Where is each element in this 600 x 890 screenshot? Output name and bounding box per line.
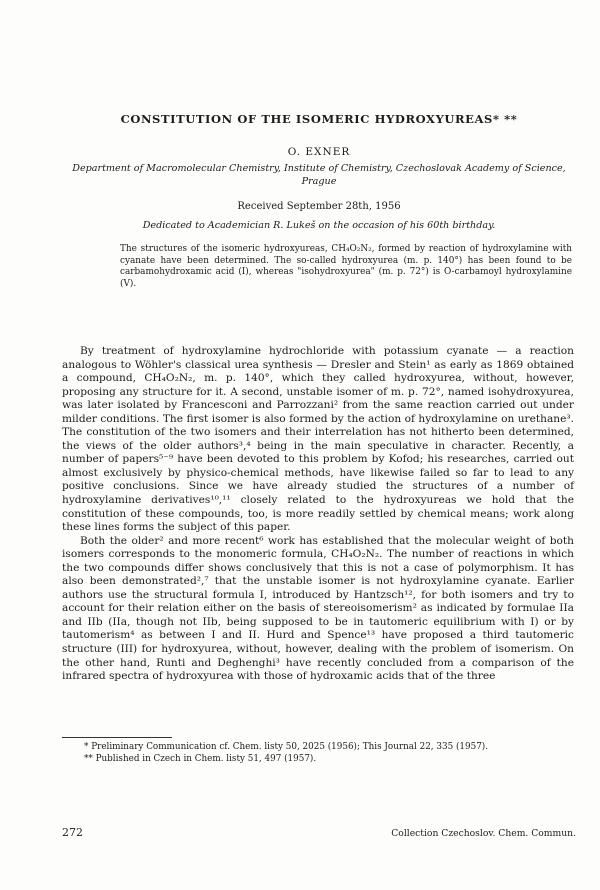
author-affiliation: Department of Macromolecular Chemistry, Institute of Chemistry, Czechoslovak Academy of Science, Prague [72, 163, 566, 187]
dedication: Dedicated to Academician R. Lukeš on the occasion of his 60th birthday. [142, 220, 496, 231]
footnote-separator [62, 737, 172, 738]
article-body [62, 345, 574, 684]
author-name: O. EXNER [287, 146, 351, 158]
journal-name: Collection Czechoslov. Chem. Commun. [391, 828, 576, 839]
received-date: Received September 28th, 1956 [237, 201, 401, 212]
abstract: The structures of the isomeric hydroxyureas, CH₄O₂N₂, formed by reaction of hydroxylamine with cyanate have been determined. The so-called hydroxyurea (m. p. 140°) has been found to be carbamohydroxamic acid (I), whereas "isohydroxyurea" (m. p. 72°) is O-carbamoyl hydroxylamine (V). [120, 244, 572, 289]
footnote: ** Published in Czech in Chem. listy 51, 497 (1957). [84, 753, 317, 764]
footnotes [84, 742, 564, 765]
footnote: * Preliminary Communication cf. Chem. listy 50, 2025 (1956); This Journal 22, 335 (1957). [84, 742, 489, 752]
page-number: 272 [62, 826, 83, 839]
body-paragraph: Both the older² and more recent⁶ work has established that the molecular weight of both isomers corresponds to the monomeric formula, CH₄O₂N₂. The number of reactions in which the two compounds differ shows conclusively that this is not a case of polymorphism. It has also been demonstrated²,⁷ that the unstable isomer is not hydroxylamine cyanate. Earlier authors use the structural formula I, introduced by Hantzsch¹², for both isomers and try to account for their relation either on the basis of stereoisomerism² as indicated by formulae IIa and IIb (IIa, though not IIb, being supposed to be in tautomeric equilibrium with I) or by tautomerism⁴ as between I and II. Hurd and Spence¹³ have proposed a third tautomeric structure (III) for hydroxyurea, without, however, dealing with the problem of isomerism. On the other hand, Runti and Deghenghi³ have recently concluded from a comparison of the infrared spectra of hydroxyurea with those of hydroxamic acids that of the three [62, 534, 574, 683]
body-paragraph: By treatment of hydroxylamine hydrochloride with potassium cyanate — a reaction analogous to Wöhler's classical urea synthesis — Dresler and Stein¹ as early as 1869 obtained a compound, CH₄O₂N₂, m. p. 140°, which they called hydroxyurea, without, however, proposing any structure for it. A second, unstable isomer of m. p. 72°, named isohydroxyurea, was later isolated by Francesconi and Parrozzani² from the same reaction carried out under milder conditions. The first isomer is also formed by the action of hydroxylamine on urethane³. The constitution of the two isomers and their interrelation has not hitherto been determined, the views of the older authors³,⁴ being in the main speculative in character. Recently, a number of papers⁵⁻⁹ have been devoted to this problem by Kofod; his researches, carried out almost exclusively by physico-chemical methods, have likewise failed so far to lead to any positive conclusions. Since we have already studied the structures of a number of hydroxylamine derivatives¹⁰,¹¹ closely related to the hydroxyureas we hold that the constitution of these compounds, too, is more readily settled by chemical means; work along these lines forms the subject of this paper. [62, 345, 574, 534]
journal-page [62, 0, 576, 890]
article-title: CONSTITUTION OF THE ISOMERIC HYDROXYUREAS* ** [120, 112, 518, 126]
